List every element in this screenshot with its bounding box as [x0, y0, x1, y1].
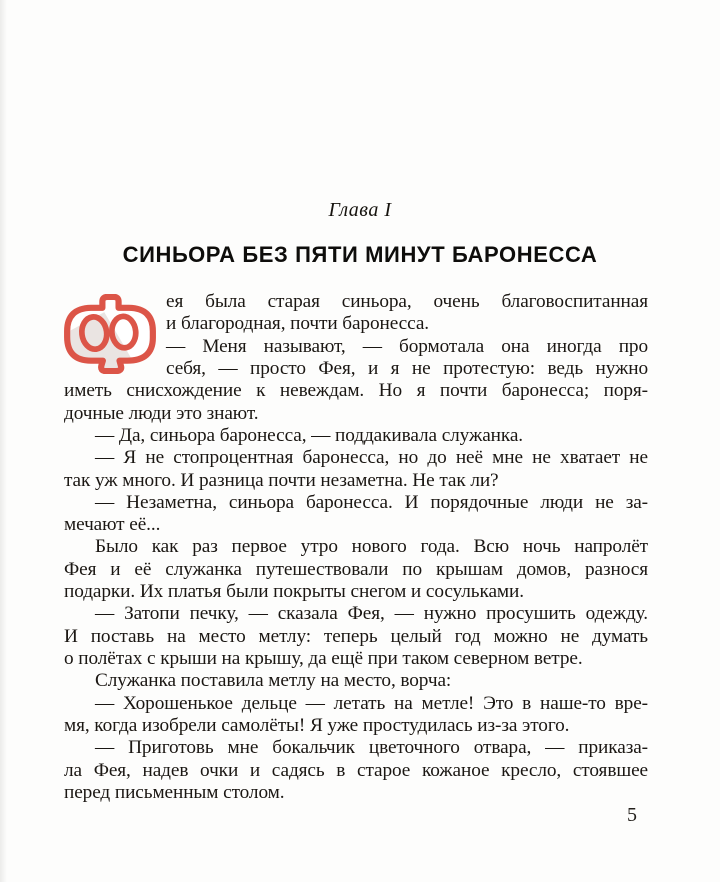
text-line: — Затопи печку, — сказала Фея, — нужно просушить одежду. — [95, 603, 648, 625]
text-line: ла Фея, надев очки и садясь в старое кожаное кресло, стоявшее — [64, 759, 648, 781]
chapter-label: Глава I — [328, 199, 392, 221]
body-text — [64, 291, 648, 804]
text-line: И поставь на место метлу: теперь целый год можно не думать — [64, 625, 648, 647]
text-line: и благородная, почти баронесса. — [166, 313, 429, 335]
text-line: — Хорошенькое дельце — летать на метле! Это в наше-то вре- — [95, 692, 648, 714]
text-line: дочные люди это знают. — [64, 402, 259, 424]
text-line: о полётах с крыши на крышу, да ещё при таком северном ветре. — [64, 648, 583, 669]
text-line: подарки. Их платья были покрыты снегом и сосульками. — [64, 581, 524, 603]
text-line: мечают её... — [64, 514, 161, 536]
chapter-heading: СИНЬОРА БЕЗ ПЯТИ МИНУТ БАРОНЕССА — [122, 242, 598, 267]
text-line: — Я не стопроцентная баронесса, но до неё мне не хватает не — [95, 447, 648, 469]
text-line: — Меня называют, — бормотала она иногда про — [166, 335, 648, 357]
text-line: Было как раз первое утро нового года. Всю ночь напролёт — [95, 536, 648, 558]
drop-cap-letter-f-icon — [64, 294, 156, 374]
text-line: так уж много. И разница почти незаметна. Не так ли? — [64, 469, 499, 491]
page-number: 5 — [627, 804, 637, 826]
text-line: — Приготовь мне бокальчик цветочного отвара, — приказа- — [95, 737, 648, 759]
text-line: — Да, синьора баронесса, — поддакивала служанка. — [95, 424, 524, 446]
text-line: мя, когда изобрели самолёты! Я уже простудилась из-за этого. — [64, 714, 570, 736]
text-line: ея была старая синьора, очень благовоспитанная — [166, 291, 648, 312]
text-line: иметь снисхождение к невеждам. Но я почти баронесса; поря- — [64, 380, 648, 402]
text-line: себя, — просто Фея, и я не протестую: ведь нужно — [166, 357, 648, 379]
text-line: Служанка поставила метлу на место, ворча: — [95, 670, 452, 692]
text-line: — Незаметна, синьора баронесса. И порядочные люди не за- — [95, 491, 648, 513]
text-line: Фея и её служанка путешествовали по крышам домов, разнося — [64, 558, 648, 580]
text-line: перед письменным столом. — [64, 781, 285, 803]
